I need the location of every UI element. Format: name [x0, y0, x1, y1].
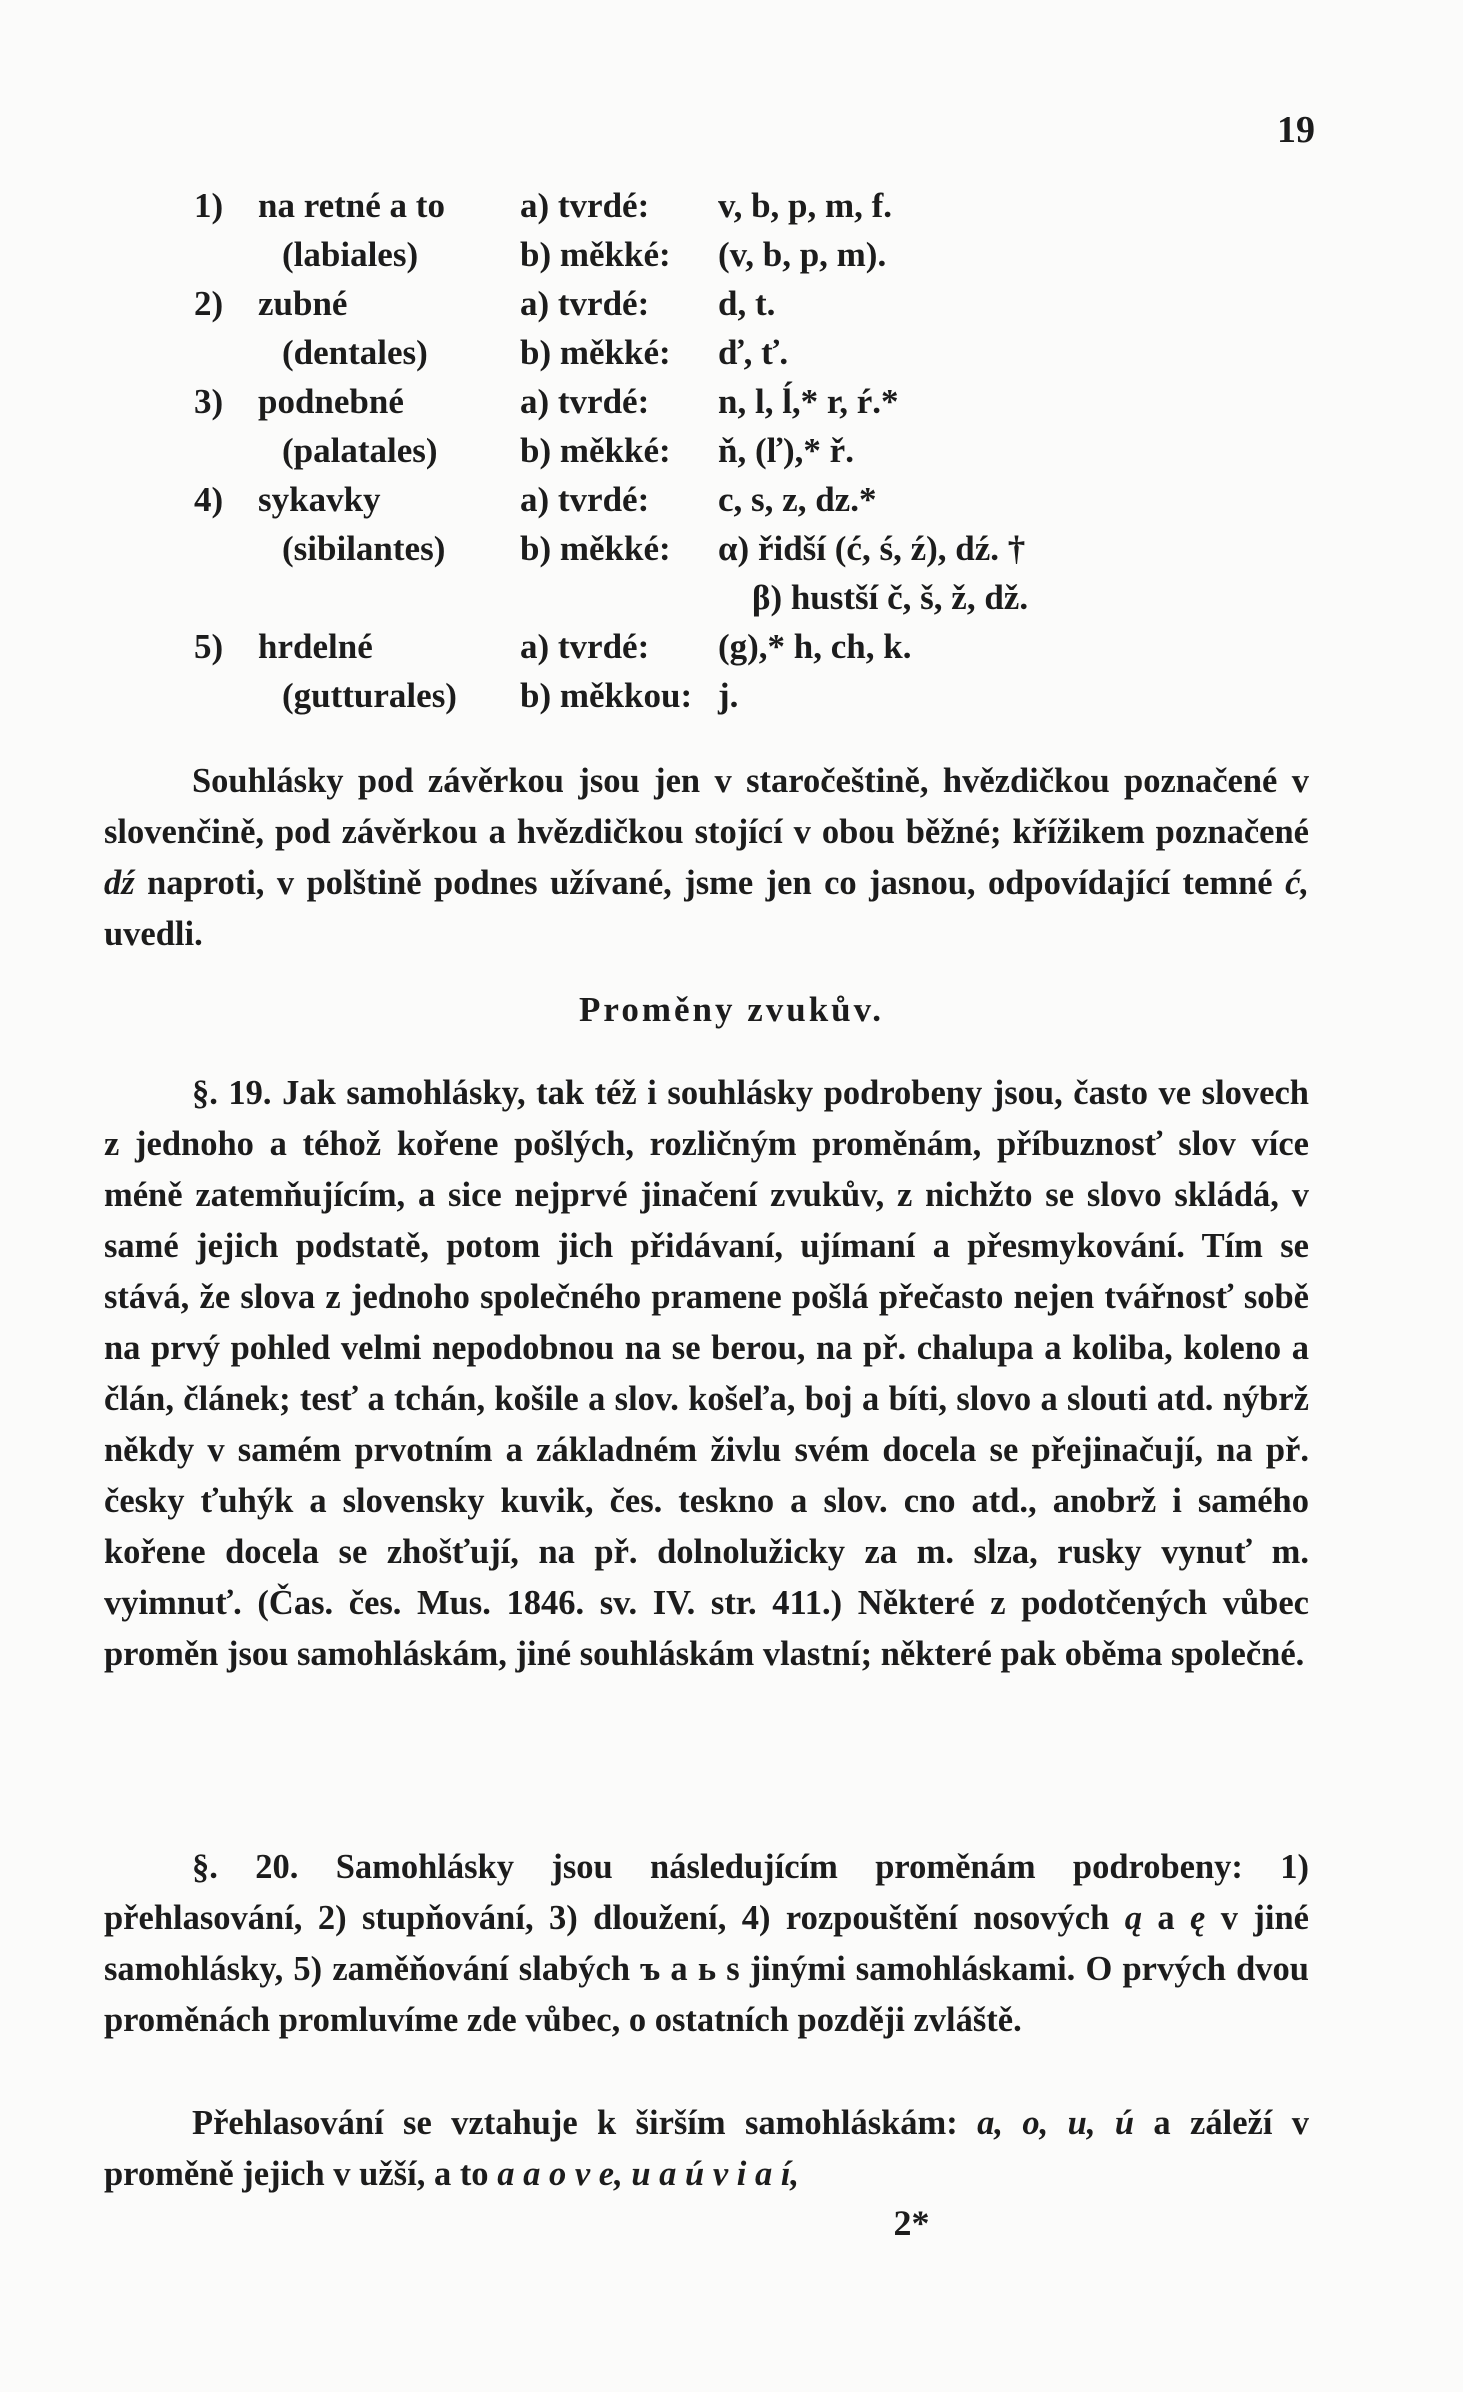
- consonant-letters: ď, ť.: [718, 333, 789, 372]
- consonant-cls: a) tvrdé:: [520, 382, 650, 421]
- consonant-num: 2): [194, 284, 224, 323]
- consonant-name: (dentales): [282, 333, 428, 372]
- consonant-cls: b) měkké:: [520, 333, 671, 372]
- consonant-cls: a) tvrdé:: [520, 186, 650, 225]
- note-italic-c: ć,: [1285, 864, 1310, 902]
- consonant-name: hrdelné: [258, 627, 373, 666]
- note-text-2: naproti, v polštině podnes užívané, jsme jen co jasnou, odpovídající temné: [147, 864, 1273, 902]
- umlaut-vowels: a, o, u, ú: [977, 2104, 1135, 2142]
- paragraph-umlaut: [104, 2098, 1309, 2200]
- consonant-letters: c, s, z, dz.*: [718, 480, 877, 519]
- p20-nasal-e: ę: [1190, 1899, 1206, 1937]
- consonant-cls: b) měkké:: [520, 431, 671, 470]
- note-text-1: Souhlásky pod závěrkou jsou jen v staročeštině, hvězdičkou poznačené v slovenčině, pod závěrkou a hvězdičkou stojící v obou běžné; křížikem poznačené: [104, 762, 1309, 851]
- consonant-name: (gutturales): [282, 676, 457, 715]
- consonant-name: (labiales): [282, 235, 419, 274]
- consonant-cls: b) měkké:: [520, 529, 671, 568]
- consonant-letters: n, l, ĺ,* r, ŕ.*: [718, 382, 899, 421]
- note-italic-dz: dź: [104, 864, 135, 902]
- page-number: 19: [1277, 109, 1315, 151]
- section-heading: Proměny zvukův.: [579, 990, 884, 1029]
- note-text-3: uvedli.: [104, 915, 203, 953]
- consonant-letters: d, t.: [718, 284, 776, 323]
- p20-text-2: a: [1157, 1899, 1175, 1937]
- consonant-letters: v, b, p, m, f.: [718, 186, 893, 225]
- umlaut-change: a a o v e, u a ú v i a í,: [497, 2155, 800, 2193]
- signature-mark: 2*: [893, 2203, 930, 2243]
- consonant-cls: a) tvrdé:: [520, 480, 650, 519]
- consonant-name: (palatales): [282, 431, 438, 470]
- consonant-num: 3): [194, 382, 224, 421]
- p20-text-3: v jiné samohlásky, 5) zaměňování slabých ъ a ь s jinými samohláskami. O prvých dvou proměnách promluvíme zde vůbec, o ostatních později zvláště.: [104, 1899, 1309, 2039]
- consonant-num: 5): [194, 627, 224, 666]
- consonant-cls: a) tvrdé:: [520, 627, 650, 666]
- consonant-cls: b) měkkou:: [520, 676, 693, 715]
- umlaut-text-1: Přehlasování se vztahuje k širším samohláskám:: [192, 2104, 958, 2142]
- consonant-name: sykavky: [258, 480, 381, 519]
- consonant-cls: a) tvrdé:: [520, 284, 650, 323]
- paragraph-19: §. 19. Jak samohlásky, tak též i souhlásky podrobeny jsou, často ve slovech z jednoho a téhož kořene pošlých, rozličným proměnám, příbuznosť slov více méně zatemňujícím, a sice nejprvé jinačení zvukův, z nichžto se slovo skládá, v samé jejich podstatě, potom jich přidávaní, ujímaní a přesmykování. Tím se stává, že slova z jednoho společného pramene pošlá přečasto nejen tvářnosť sobě na prvý pohled velmi nepodobnou na se berou, na př. chalupa a koliba, koleno a člán, článek; tesť a tchán, košile a slov. košeľa, boj a bíti, slovo a slouti atd. nýbrž někdy v samém prvotním a základném živlu svém docela se přejinačují, na př. česky ťuhýk a slovensky kuvik, čes. teskno a slov. cno atd., anobrž i samého kořene docela se zhošťují, na př. dolnolužicky za m. slza, rusky vynuť m. vyimnuť. (Čas. čes. Mus. 1846. sv. IV. str. 411.) Některé z podotčených vůbec proměn jsou samohláskám, jiné souhláskám vlastní; některé pak oběma společné.: [104, 1074, 1309, 1673]
- consonant-num: 1): [194, 186, 224, 225]
- consonant-num: 4): [194, 480, 224, 519]
- consonant-letters: j.: [718, 676, 739, 715]
- consonant-cls: b) měkké:: [520, 235, 671, 274]
- p20-text-1: §. 20. Samohlásky jsou následujícím proměnám podrobeny: 1) přehlasování, 2) stupňování, 3) dloužení, 4) rozpouštění nosových: [104, 1848, 1309, 1937]
- consonant-name: podnebné: [258, 382, 404, 421]
- consonant-name: na retné a to: [258, 186, 445, 225]
- paragraph-consonant-notes: [104, 756, 1309, 960]
- consonant-letters: ň, (ľ),* ř.: [718, 431, 854, 470]
- consonant-letters: (g),* h, ch, k.: [718, 627, 912, 666]
- p20-nasal-a: ą: [1124, 1899, 1142, 1937]
- umlaut-text-2: a záleží v proměně jejich v užší, a to: [104, 2104, 1310, 2193]
- consonant-letters: α) řidší (ć, ś, ź), dź. †: [718, 529, 1026, 568]
- paragraph-20: [104, 1842, 1309, 2046]
- consonant-letters: (v, b, p, m).: [718, 235, 887, 274]
- consonant-name: zubné: [258, 284, 348, 323]
- consonant-letters: β) hustší č, š, ž, dž.: [752, 578, 1029, 617]
- consonant-name: (sibilantes): [282, 529, 446, 568]
